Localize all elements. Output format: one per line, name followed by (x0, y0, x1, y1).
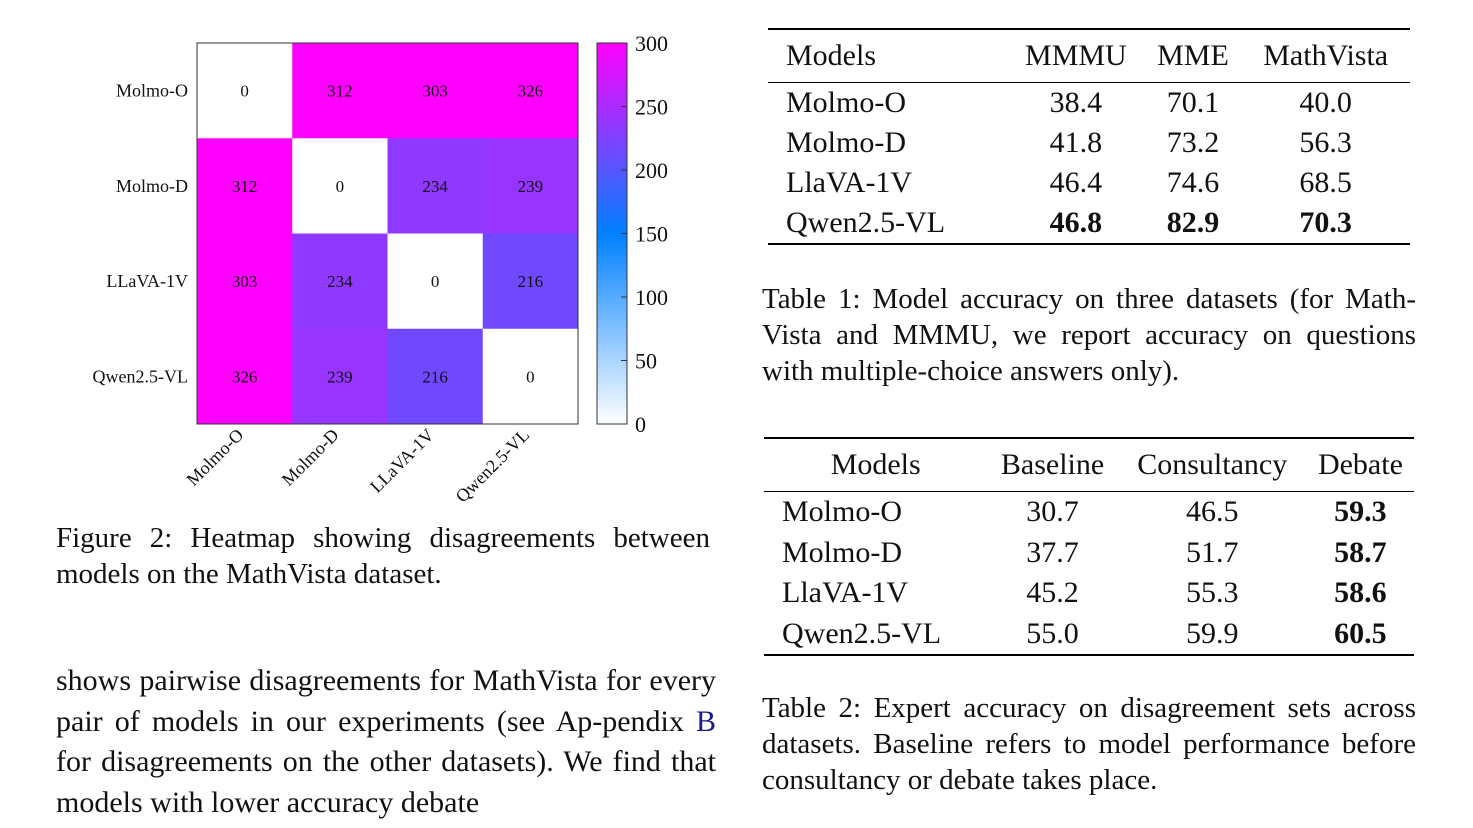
value-cell: 82.9 (1166, 206, 1220, 239)
heatmap-col-label: LLaVA-1V (366, 424, 438, 497)
body-text-after-link: for disagreements on the other datasets). We find that models with lower accuracy debate (56, 745, 716, 819)
value-cell: 41.8 (1049, 126, 1103, 159)
table-header-cell: Consultancy (1137, 448, 1288, 481)
model-name-cell: Qwen2.5-VL (782, 616, 942, 650)
value-cell: 51.7 (1186, 535, 1239, 569)
value-cell: 46.5 (1186, 495, 1239, 529)
heatmap-cell-value: 312 (327, 81, 353, 101)
value-cell: 40.0 (1299, 86, 1352, 119)
model-name-cell: LlaVA-1V (786, 166, 913, 199)
colorbar-tick-label: 50 (635, 348, 657, 374)
table-header-cell: Models (786, 39, 876, 72)
heatmap-row-label: Qwen2.5-VL (92, 366, 188, 387)
heatmap-cell-value: 234 (327, 272, 353, 292)
table-row (764, 614, 1414, 656)
table-row (768, 203, 1410, 244)
body-paragraph (56, 661, 716, 823)
table-header-cell: Debate (1317, 448, 1403, 481)
heatmap-cell-value: 303 (422, 81, 448, 101)
table-row (768, 83, 1410, 124)
heatmap-cell-value: 0 (335, 176, 345, 196)
value-cell: 59.9 (1186, 616, 1239, 650)
value-cell: 46.4 (1049, 166, 1103, 199)
model-name-cell: Molmo-O (786, 86, 906, 119)
model-name-cell: Molmo-D (782, 535, 902, 569)
heatmap-cells (197, 43, 579, 425)
value-cell: 55.3 (1186, 576, 1239, 610)
colorbar-tick-label: 100 (635, 285, 668, 310)
value-cell: 74.6 (1166, 166, 1220, 199)
figure-caption: Figure 2: Heatmap showing disagreements between models on the MathVista dataset. (56, 522, 710, 590)
heatmap-cell-value: 239 (327, 367, 353, 387)
table-header-cell: Models (830, 448, 921, 481)
table-header-row (768, 29, 1410, 83)
table-header-cell: MMMU (1025, 39, 1127, 72)
table1-caption: Table 1: Model accuracy on three datasets (for Math-Vista and MMMU, we report accuracy on questions with multiple-choice answers only). (762, 283, 1416, 387)
table-model-accuracy (768, 28, 1410, 245)
heatmap-row-labels (93, 81, 188, 387)
model-name-cell: Molmo-D (786, 126, 906, 159)
heatmap-col-label: Molmo-O (182, 424, 248, 490)
value-cell: 58.7 (1334, 535, 1387, 569)
heatmap-cell-value: 303 (231, 272, 258, 292)
value-cell: 30.7 (1026, 495, 1079, 529)
table-expert-accuracy (764, 437, 1414, 656)
value-cell: 70.3 (1299, 206, 1352, 239)
table-row (764, 573, 1414, 614)
model-name-cell: Molmo-O (782, 495, 902, 529)
model-name-cell: Qwen2.5-VL (786, 206, 946, 239)
value-cell: 37.7 (1026, 535, 1079, 569)
table-header-row (764, 438, 1414, 492)
body-text-before-link: shows pairwise disagreements for MathVista for every pair of models in our experiments (see Ap-pendix (56, 664, 716, 738)
table-row (764, 492, 1414, 533)
heatmap-cell-value: 326 (231, 367, 258, 387)
table-header-cell: Baseline (1000, 448, 1105, 481)
heatmap-cell-value: 216 (517, 272, 544, 292)
heatmap-cell-value: 0 (240, 81, 249, 101)
appendix-link[interactable]: B (695, 704, 716, 738)
colorbar-tick-label: 0 (635, 412, 646, 437)
model-name-cell: LlaVA-1V (782, 576, 909, 610)
value-cell: 70.1 (1166, 86, 1220, 119)
colorbar-tick-label: 300 (635, 31, 668, 56)
value-cell: 46.8 (1049, 206, 1103, 239)
heatmap-cell-value: 239 (517, 176, 544, 196)
colorbar-ticks (621, 31, 668, 437)
value-cell: 60.5 (1334, 616, 1387, 650)
heatmap-cell-value: 326 (517, 81, 544, 101)
heatmap-col-label: Molmo-D (277, 424, 343, 490)
heatmap-row-label: LLaVA-1V (106, 271, 188, 292)
heatmap-col-label: Qwen2.5-VL (451, 424, 534, 507)
colorbar-tick-label: 150 (635, 221, 668, 247)
table2-caption: Table 2: Expert accuracy on disagreement sets across datasets. Baseline refers to model performance before consultancy or debate takes place. (762, 692, 1416, 796)
table-row (764, 533, 1414, 574)
value-cell: 58.6 (1334, 576, 1387, 610)
heatmap-row-label: Molmo-D (116, 175, 188, 196)
table-header-cell: MME (1157, 39, 1229, 72)
value-cell: 73.2 (1166, 126, 1220, 159)
heatmap-cell-value: 216 (422, 367, 448, 387)
table-row (768, 123, 1410, 163)
value-cell: 68.5 (1299, 166, 1352, 199)
value-cell: 38.4 (1049, 86, 1103, 119)
value-cell: 56.3 (1299, 126, 1352, 159)
table-header-cell: MathVista (1263, 39, 1389, 72)
table-row (768, 163, 1410, 203)
heatmap-cell-value: 0 (526, 367, 535, 387)
colorbar-tick-label: 200 (635, 158, 668, 183)
value-cell: 55.0 (1026, 616, 1079, 650)
heatmap-row-label: Molmo-O (116, 80, 188, 101)
disagreement-heatmap (0, 0, 720, 520)
heatmap-col-labels (182, 425, 533, 507)
heatmap-cell-value: 234 (422, 176, 448, 196)
value-cell: 59.3 (1334, 495, 1387, 529)
colorbar-tick-label: 250 (635, 94, 668, 120)
heatmap-cell-value: 312 (231, 176, 258, 196)
heatmap-cell-value: 0 (430, 272, 440, 292)
value-cell: 45.2 (1026, 576, 1079, 610)
